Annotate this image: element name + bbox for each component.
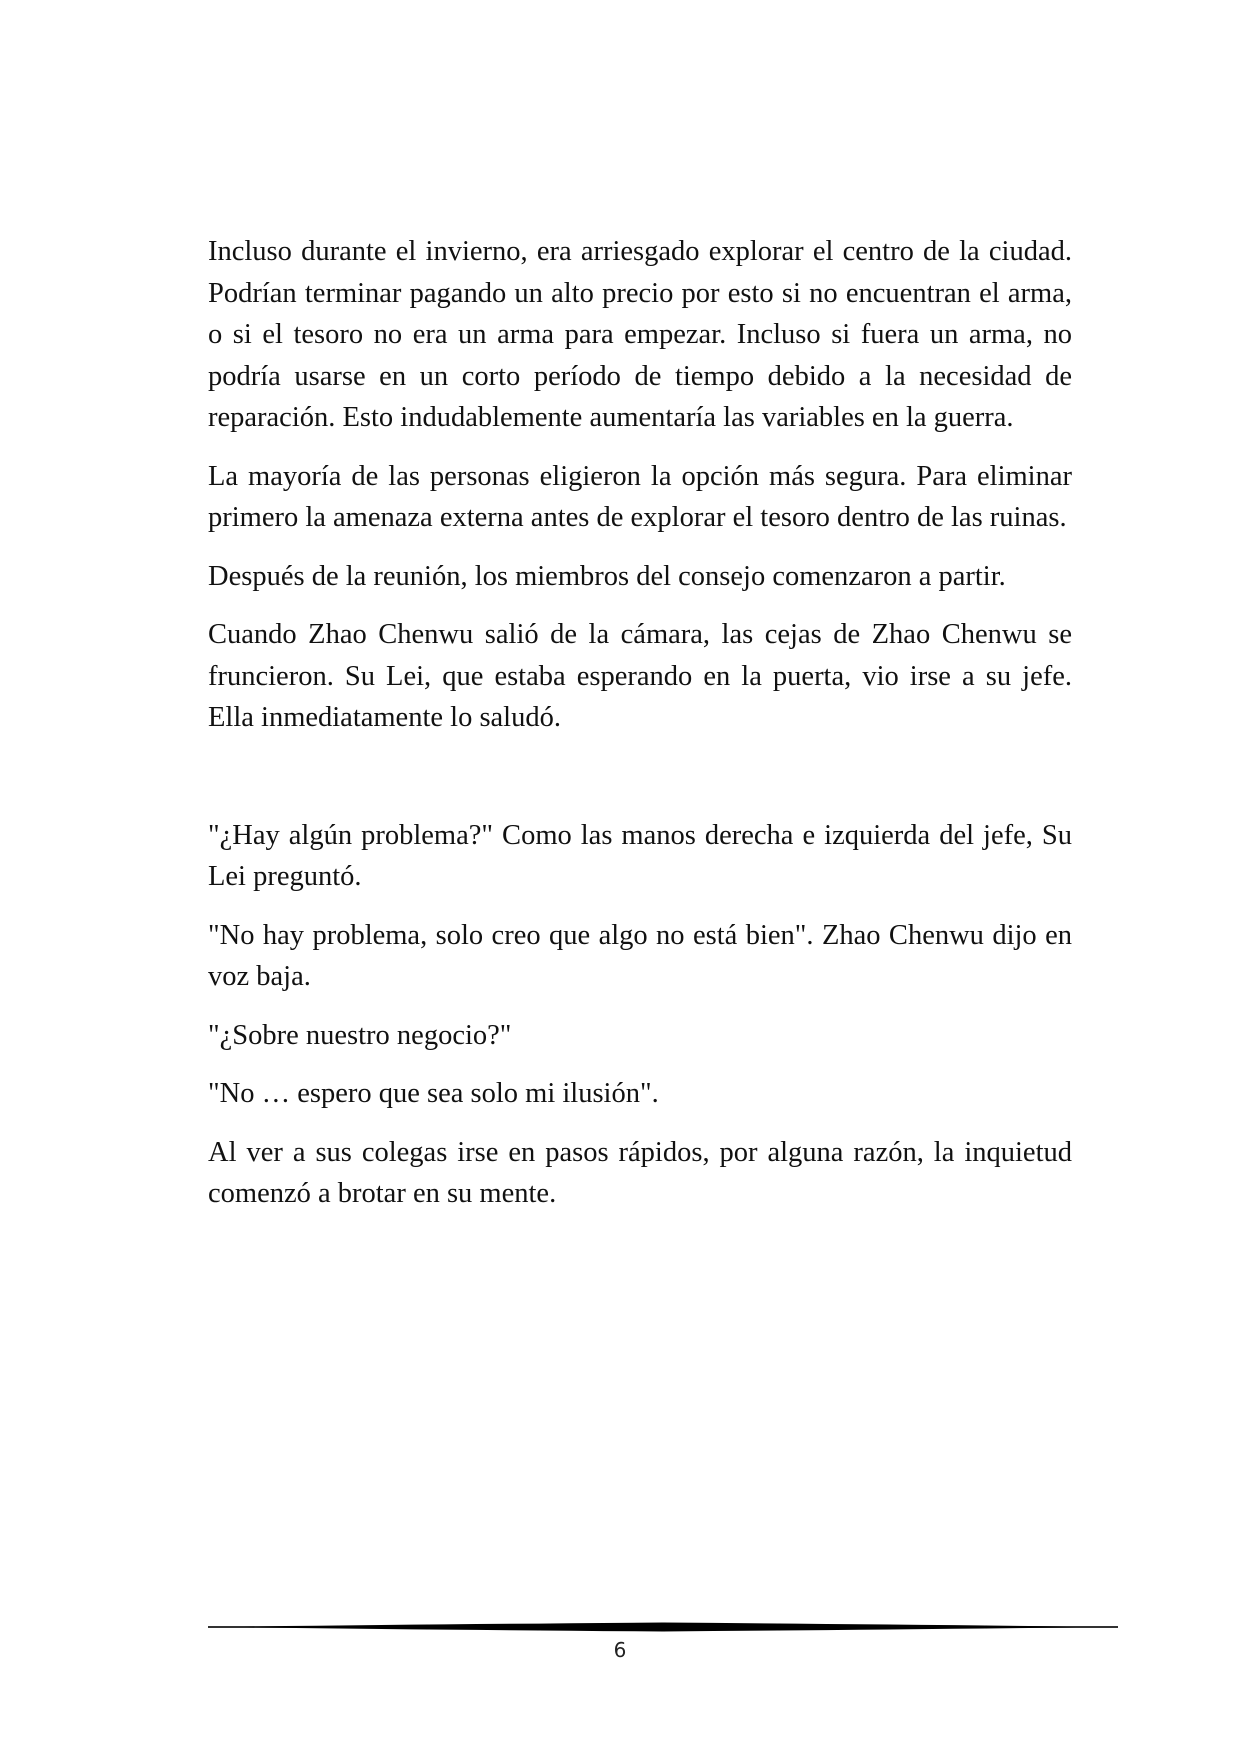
paragraph: "¿Sobre nuestro negocio?" xyxy=(208,1019,512,1051)
paragraph: "¿Hay algún problema?" Como las manos derecha e izquierda del jefe, Su Lei preguntó. xyxy=(208,819,1072,892)
paragraph: Después de la reunión, los miembros del consejo comenzaron a partir. xyxy=(208,560,1006,592)
body-text xyxy=(208,231,1072,1232)
paragraph: "No … espero que sea solo mi ilusión". xyxy=(208,1078,659,1109)
paragraph: "No hay problema, solo creo que algo no está bien". Zhao Chenwu dijo en voz baja. xyxy=(208,919,1072,992)
paragraph: La mayoría de las personas eligieron la opción más segura. Para eliminar primero la amenaza externa antes de explorar el tesoro dentro de las ruinas. xyxy=(208,460,1072,533)
footer-divider xyxy=(208,1621,1118,1633)
page-number: 6 xyxy=(613,1638,627,1662)
paragraph: Incluso durante el invierno, era arriesgado explorar el centro de la ciudad. Podrían terminar pagando un alto precio por esto si no encuentran el arma, o si el tesoro no era un arma para empezar. Incluso si fuera un arma, no podría usarse en un corto período de tiempo debido a la necesidad de reparación. Esto indudablemente aumentaría las variables en la guerra. xyxy=(208,236,1072,433)
paragraph: Al ver a sus colegas irse en pasos rápidos, por alguna razón, la inquietud comenzó a brotar en su mente. xyxy=(208,1136,1072,1209)
paragraph: Cuando Zhao Chenwu salió de la cámara, las cejas de Zhao Chenwu se fruncieron. Su Lei, que estaba esperando en la puerta, vio irse a su jefe. Ella inmediatamente lo saludó. xyxy=(208,619,1072,733)
